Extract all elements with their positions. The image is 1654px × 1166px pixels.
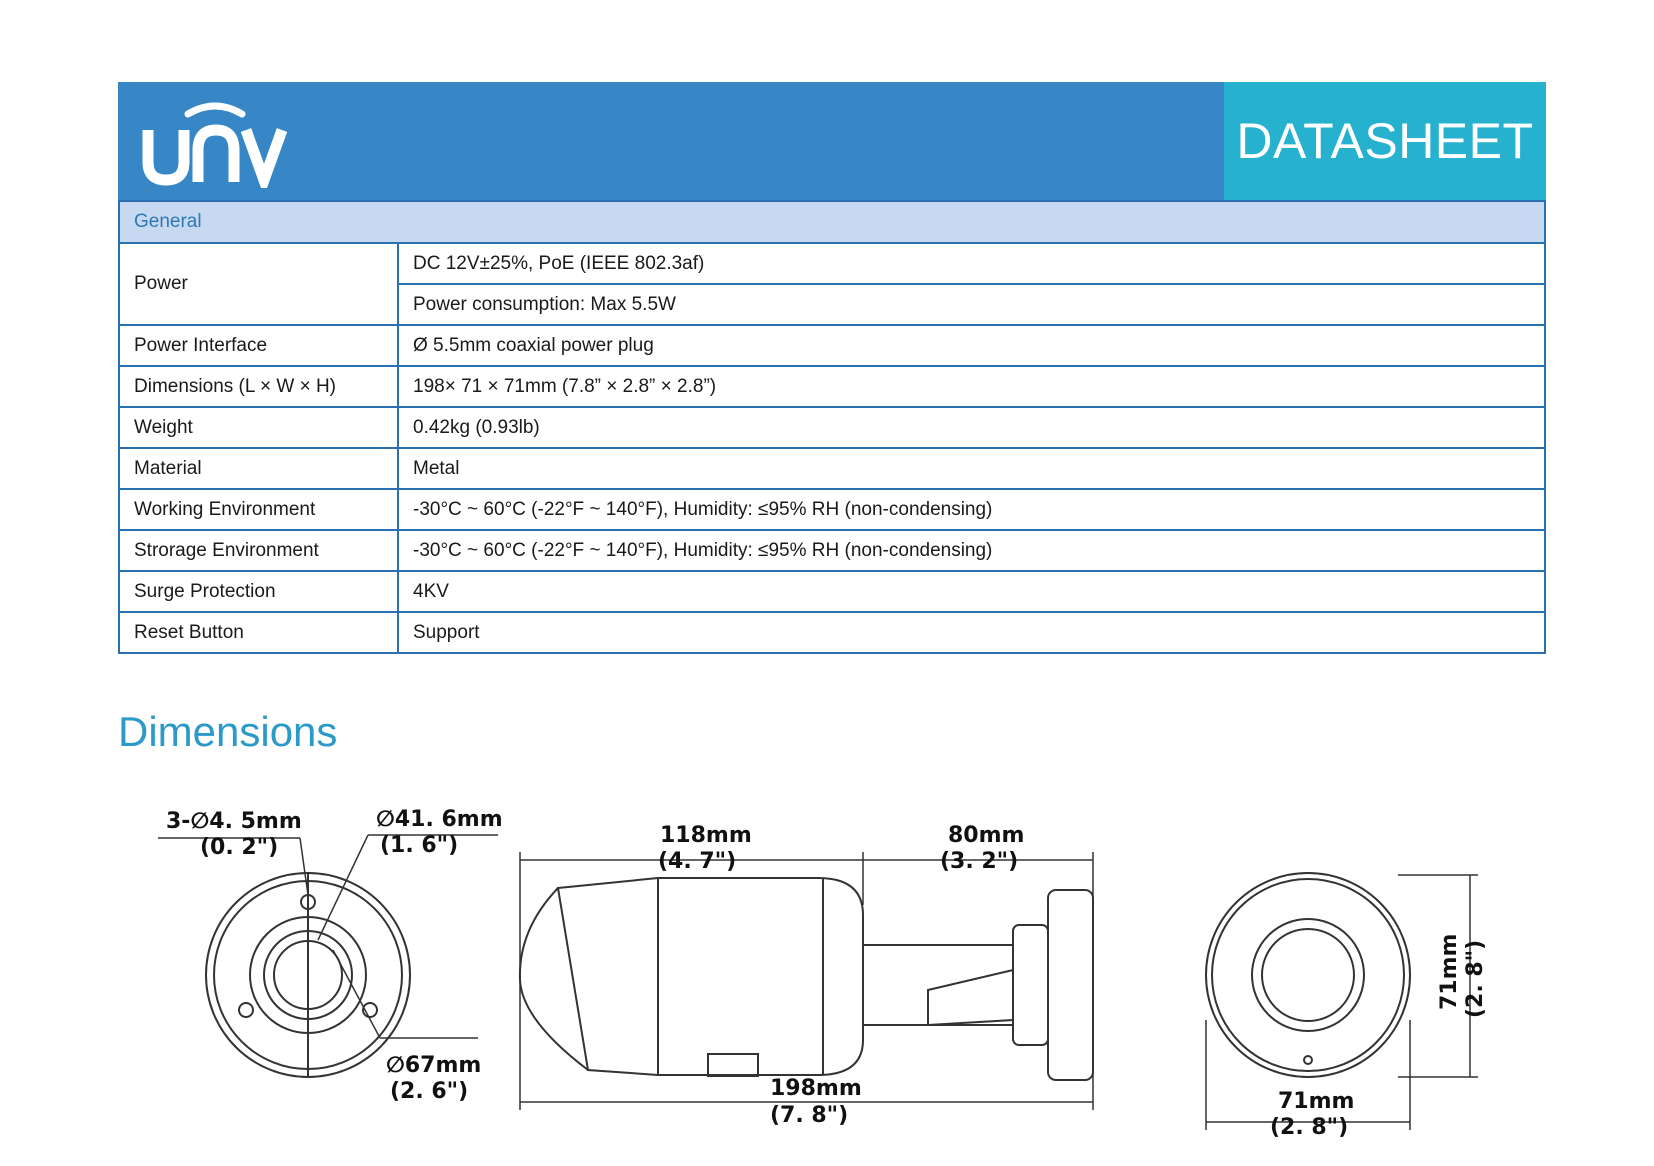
- spec-value: 4KV: [398, 571, 1545, 612]
- base-inner-in: (1. 6"): [380, 833, 459, 858]
- base-outer-in: (2. 6"): [390, 1079, 469, 1104]
- spec-value: Support: [398, 612, 1545, 653]
- spec-value: DC 12V±25%, PoE (IEEE 802.3af): [398, 243, 1545, 284]
- spec-label: Dimensions (L × W × H): [119, 366, 398, 407]
- front-height-mm: 71mm: [1437, 933, 1462, 1010]
- table-row: [119, 407, 1545, 448]
- base-hole-mm: 3-∅4. 5mm: [166, 809, 302, 834]
- datasheet-badge: DATASHEET: [1224, 82, 1546, 200]
- section-row: [119, 201, 1545, 243]
- spec-value: 198× 71 × 71mm (7.8” × 2.8” × 2.8”): [398, 366, 1545, 407]
- front-width-mm: 71mm: [1278, 1089, 1355, 1114]
- section-title: General: [119, 201, 1545, 243]
- base-outer-mm: ∅67mm: [386, 1053, 482, 1078]
- table-row: [119, 612, 1545, 653]
- dimension-drawings: [118, 790, 1546, 1160]
- spec-label: Material: [119, 448, 398, 489]
- side-view-drawing: [520, 852, 1093, 1110]
- spec-value: Ø 5.5mm coaxial power plug: [398, 325, 1545, 366]
- spec-label: Power: [119, 243, 398, 325]
- side-body-mm: 118mm: [660, 823, 752, 848]
- header-banner: [118, 82, 1546, 200]
- side-total-mm: 198mm: [770, 1076, 862, 1101]
- spec-label: Weight: [119, 407, 398, 448]
- spec-value: Power consumption: Max 5.5W: [398, 284, 1545, 325]
- spec-label: Reset Button: [119, 612, 398, 653]
- spec-value: Metal: [398, 448, 1545, 489]
- spec-label: Strorage Environment: [119, 530, 398, 571]
- table-row: [119, 571, 1545, 612]
- spec-label: Working Environment: [119, 489, 398, 530]
- base-inner-mm: ∅41. 6mm: [376, 807, 503, 832]
- side-body-in: (4. 7"): [658, 849, 737, 874]
- front-height-in: (2. 8"): [1463, 939, 1488, 1018]
- unv-logo: [140, 100, 290, 188]
- spec-value: -30°C ~ 60°C (-22°F ~ 140°F), Humidity: ≤95% RH (non-condensing): [398, 530, 1545, 571]
- front-width-in: (2. 8"): [1270, 1115, 1349, 1140]
- table-row: [119, 448, 1545, 489]
- spec-value: 0.42kg (0.93lb): [398, 407, 1545, 448]
- side-bracket-mm: 80mm: [948, 823, 1025, 848]
- base-view-drawing: [158, 835, 498, 1077]
- side-total-in: (7. 8"): [770, 1103, 849, 1128]
- spec-value: -30°C ~ 60°C (-22°F ~ 140°F), Humidity: ≤95% RH (non-condensing): [398, 489, 1545, 530]
- table-row: [119, 366, 1545, 407]
- table-row: [119, 489, 1545, 530]
- side-bracket-in: (3. 2"): [940, 849, 1019, 874]
- spec-label: Power Interface: [119, 325, 398, 366]
- dimensions-title: Dimensions: [118, 708, 338, 755]
- spec-label: Surge Protection: [119, 571, 398, 612]
- spec-table: [118, 200, 1546, 654]
- base-hole-in: (0. 2"): [200, 835, 279, 860]
- table-row: [119, 243, 1545, 284]
- table-row: [119, 325, 1545, 366]
- table-row: [119, 530, 1545, 571]
